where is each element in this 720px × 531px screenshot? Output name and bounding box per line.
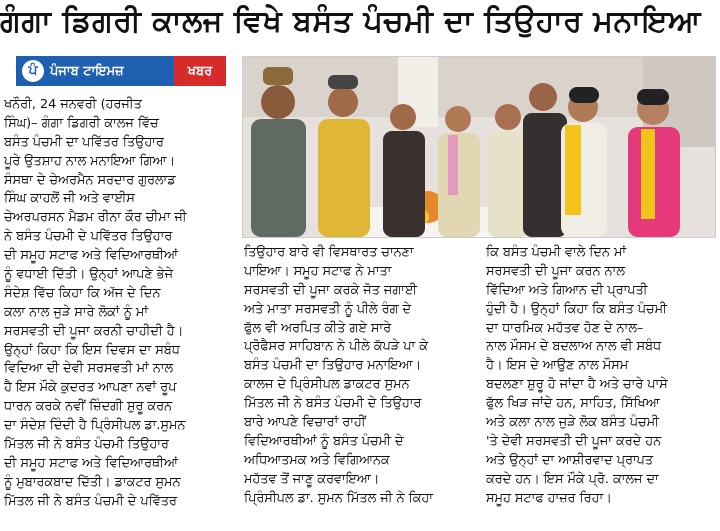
article-line: ਮਿੱਤਲ ਜੀ ਨੇ ਬਸੰਤ ਪੰਚਮੀ ਤਿਉਹਾਰ xyxy=(4,437,169,453)
article-line: ਪਾਇਆ। ਸਮੂਹ ਸਟਾਫ ਨੇ ਮਾਤਾ xyxy=(244,263,392,279)
article-line: ਕਰਦੇ ਹਨ। ਇਸ ਮੌਕੇ ਪ੍ਰੋ. ਕਾਲਜ ਦਾ xyxy=(486,471,659,487)
article-line: ਨਾਲ ਮੌਸਮ ਦੇ ਬਦਲਾਅ ਨਾਲ ਵੀ ਸਬੰਧ xyxy=(486,339,662,355)
article-line: ਹੁੰਦੀ ਹੈ। ਉਨ੍ਹਾਂ ਕਿਹਾ ਕਿ ਬਸੰਤ ਪੰਚਮੀ xyxy=(486,301,667,317)
article-line: ਨੂੰ ਮੁਬਾਰਕਬਾਦ ਦਿੱਤੀ। ਡਾਕਟਰ ਸੁਮਨ xyxy=(4,474,181,490)
article-line: ਸਰਸਵਤੀ ਦੀ ਪੂਜਾ ਕਰਕੇ ਜੋਤ ਜਗਾਈ xyxy=(244,282,417,298)
article-line: ਬਸੰਤ ਪੰਚਮੀ ਦਾ ਪਵਿੱਤਰ ਤਿਉਹਾਰ xyxy=(4,134,164,150)
article-line: ਪ੍ਰਿੰਸੀਪਲ ਡਾ. ਸੁਮਨ ਮਿੱਤਲ ਜੀ ਨੇ ਕਿਹਾ xyxy=(244,490,433,506)
article-line: ਫੁੱਲ ਖਿੜ ਜਾਂਦੇ ਹਨ, ਸਾਹਿਤ, ਸਿੱਖਿਆ xyxy=(486,396,660,412)
article-line: ਸਿੰਘ ਕਾਹਲੋਂ ਜੀ ਅਤੇ ਵਾਈਸ xyxy=(4,191,135,207)
article-line: ਵਿਦਿਆ ਦੀ ਦੇਵੀ ਸਰਸਵਤੀ ਮਾਂ ਨਾਲ xyxy=(4,361,174,377)
article-line: ਨੇ ਬਸੰਤ ਪੰਚਮੀ ਦੇ ਪਵਿੱਤਰ ਤਿਉਹਾਰ xyxy=(4,229,173,245)
article-line: ਸੰਦੇਸ਼ ਵਿੱਚ ਕਿਹਾ ਕਿ ਅੱਜ ਦੇ ਦਿਨ xyxy=(4,285,161,301)
article-line: ਫੁੱਲ ਵੀ ਅਰਪਿਤ ਕੀਤੇ ਗਏ ਸਾਰੇ xyxy=(244,320,392,336)
event-photo xyxy=(242,56,716,238)
article-line: ਮਹੱਤਵ ਤੋਂ ਜਾਣੂ ਕਰਵਾਇਆ। xyxy=(244,471,380,487)
article-line: ਹੈ। ਇਸ ਦੇ ਆਉਣ ਨਾਲ ਮੌਸਮ xyxy=(486,358,629,374)
article-line: ਸਰਸਵਤੀ ਦੀ ਪੂਜਾ ਕਰਨੀ ਚਾਹੀਦੀ ਹੈ। xyxy=(4,323,184,339)
article-line: ਦਾ ਸੰਦੇਸ਼ ਦਿੰਦੀ ਹੈ ਪ੍ਰਿੰਸੀਪਲ ਡਾ.ਸੁਮਨ xyxy=(4,418,186,434)
article-line: ਸਮੂਹ ਸਟਾਫ ਹਾਜ਼ਰ ਰਿਹਾ। xyxy=(486,490,612,506)
article-line: ਨੂੰ ਵਧਾਈ ਦਿੱਤੀ। ਉਨ੍ਹਾਂ ਆਪਣੇ ਭੇਜੇ xyxy=(4,267,173,283)
article-line: ਅਧਿਆਤਮਕ ਅਤੇ ਵਿਗਿਆਨਕ xyxy=(244,452,390,468)
news-tag: ਖਬਰ xyxy=(174,56,226,86)
article-line: ਤਿਉਹਾਰ ਬਾਰੇ ਵੀ ਵਿਸਥਾਰਤ ਚਾਨਣਾ xyxy=(244,245,414,260)
article-line: ਦਾ ਧਾਰਮਿਕ ਮਹੱਤਵ ਹੋਣ ਦੇ ਨਾਲ– xyxy=(486,320,644,336)
article-line: ਹੈ ਇਸ ਮੌਕੇ ਕੁਦਰਤ ਆਪਣਾ ਨਵਾਂ ਰੂਪ xyxy=(4,380,177,396)
article-line: ਉਨ੍ਹਾਂ ਕਿਹਾ ਕਿ ਇਸ ਦਿਵਸ ਦਾ ਸਬੰਧ xyxy=(4,342,180,358)
article-column-2 xyxy=(244,244,472,508)
article-line: ਮਿੱਤਲ ਜੀ ਨੇ ਬਸੰਤ ਪੰਚਮੀ ਦੇ ਤਿਉਹਾਰ xyxy=(244,396,422,412)
publication-logo-icon: ਪੰ xyxy=(22,60,44,82)
article-line: ਅਤੇ ਕਲਾ ਨਾਲ ਜੁੜੇ ਲੋਕ ਬਸੰਤ ਪੰਚਮੀ xyxy=(486,415,659,431)
article-line: ਖਨੌਰੀ, 24 ਜਨਵਰੀ (ਹਰਜੀਤ xyxy=(4,97,142,112)
article-line: ਸੰਸਥਾ ਦੇ ਚੇਅਰਮੈਨ ਸਰਦਾਰ ਗੁਰਲਾਡ xyxy=(4,172,176,188)
article-line: ਵਿਦਿਆਰਥੀਆਂ ਨੂੰ ਬਸੰਤ ਪੰਚਮੀ ਦੇ xyxy=(244,433,404,449)
article-line: ਕਲਾ ਨਾਲ ਜੁੜੇ ਸਾਰੇ ਲੋਕਾਂ ਨੂੰ ਮਾਂ xyxy=(4,304,148,320)
article-line: 'ਤੇ ਦੇਵੀ ਸਰਸਵਤੀ ਦੀ ਪੂਜਾ ਕਰਦੇ ਹਨ xyxy=(486,433,662,449)
article-line: ਕਿ ਬਸੰਤ ਪੰਚਮੀ ਵਾਲੇ ਦਿਨ ਮਾਂ xyxy=(486,245,626,260)
article-line: ਕਾਲਜ ਦੇ ਪ੍ਰਿੰਸੀਪਲ ਡਾਕਟਰ ਸੁਮਨ xyxy=(244,377,410,393)
article-line: ਬਾਰੇ ਆਪਣੇ ਵਿਚਾਰਾਂ ਰਾਹੀਂ xyxy=(244,415,366,431)
publication-name: ਪੰਜਾਬ ਟਾਇਮਜ਼ xyxy=(50,63,124,79)
article-column-3 xyxy=(486,244,716,508)
article-line: ਪੂਰੇ ਉਤਸ਼ਾਹ ਨਾਲ ਮਨਾਇਆ ਗਿਆ। xyxy=(4,153,175,169)
article-line: ਬਸੰਤ ਪੰਚਮੀ ਦਾ ਤਿਉਹਾਰ ਮਨਾਇਆ। xyxy=(244,358,422,374)
publication-name-box xyxy=(16,56,174,86)
article-line: ਚੇਅਰਪਰਸਨ ਮੈਡਮ ਰੀਨਾ ਕੌਰ ਚੀਮਾ ਜੀ xyxy=(4,210,187,226)
article-line: ਧਾਰਨ ਕਰਕੇ ਨਵੀਂ ਜ਼ਿੰਦਗੀ ਸ਼ੁਰੂ ਕਰਨ xyxy=(4,399,173,415)
group-photo-illustration xyxy=(243,57,715,237)
article-line: ਬਦਲਣਾ ਸ਼ੁਰੂ ਹੋ ਜਾਂਦਾ ਹੈ ਅਤੇ ਚਾਰੇ ਪਾਸੇ xyxy=(486,377,668,393)
article-line: ਸਰਸਵਤੀ ਦੀ ਪੂਜਾ ਕਰਨ ਨਾਲ xyxy=(486,263,625,279)
article-column-1 xyxy=(4,96,236,512)
article-line: ਪ੍ਰੋਫੈਸਰ ਸਾਹਿਬਾਨ ਨੇ ਪੀਲੇ ਕੱਪੜੇ ਪਾ ਕੇ xyxy=(244,339,428,355)
article-line: ਦੀ ਸਮੂਹ ਸਟਾਫ ਅਤੇ ਵਿਦਿਆਰਥੀਆਂ xyxy=(4,455,178,471)
article-line: ਅਤੇ ਮਾਤਾ ਸਰਸਵਤੀ ਨੂੰ ਪੀਲੇ ਰੰਗ ਦੇ xyxy=(244,301,411,317)
headline: ਗੰਗਾ ਡਿਗਰੀ ਕਾਲਜ ਵਿਖੇ ਬਸੰਤ ਪੰਚਮੀ ਦਾ ਤਿਉਹਾਰ ਮਨਾਇਆ xyxy=(0,4,702,39)
article-line: ਵਿੱਦਿਆ ਅਤੇ ਗਿਆਨ ਦੀ ਪ੍ਰਾਪਤੀ xyxy=(486,282,648,298)
article-line: ਸਿੰਘ)– ਗੰਗਾ ਡਿਗਰੀ ਕਾਲਜ ਵਿੱਚ xyxy=(4,115,159,131)
article-line: ਮਿੱਤਲ ਜੀ ਨੇ ਬਸੰਤ ਪੰਚਮੀ ਦੇ ਪਵਿੱਤਰ xyxy=(4,493,177,509)
article-line: ਅਤੇ ਉਨ੍ਹਾਂ ਦਾ ਆਸ਼ੀਰਵਾਦ ਪ੍ਰਾਪਤ xyxy=(486,452,653,468)
article-line: ਦੀ ਸਮੂਹ ਸਟਾਫ ਅਤੇ ਵਿਦਿਆਰਥੀਆਂ xyxy=(4,248,178,264)
publication-banner xyxy=(16,56,226,86)
